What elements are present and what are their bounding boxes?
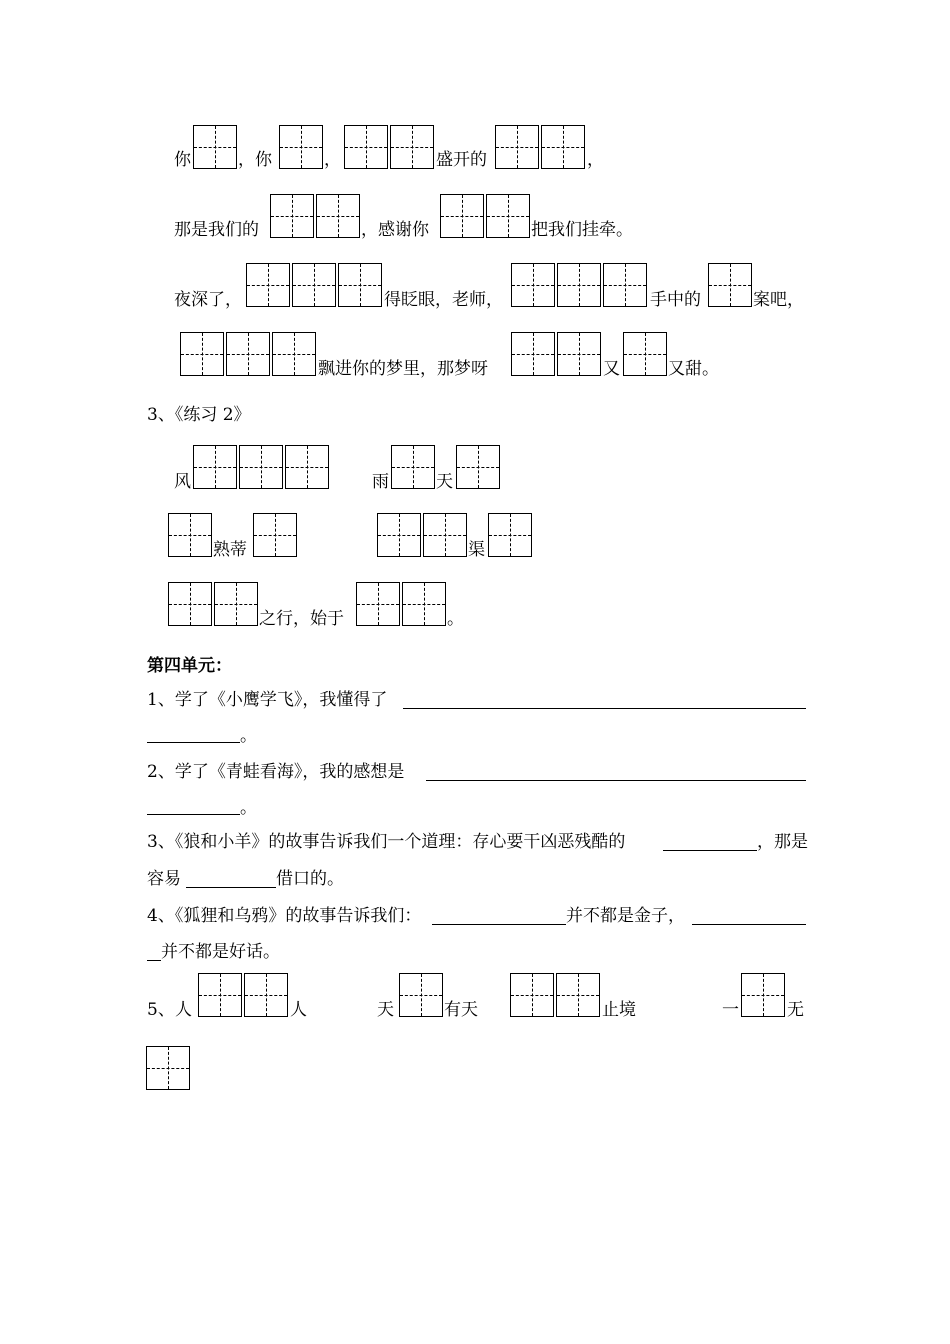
text: ， [587, 150, 604, 170]
text: 熟蒂 [213, 540, 247, 560]
answer-boxes[interactable] [440, 194, 532, 238]
answer-boxes[interactable] [279, 125, 325, 169]
writing-box[interactable] [399, 973, 443, 1017]
writing-box[interactable] [391, 445, 435, 489]
writing-box[interactable] [377, 513, 421, 557]
writing-box[interactable] [316, 194, 360, 238]
text: 。 [240, 798, 257, 818]
writing-box[interactable] [511, 332, 555, 376]
writing-box[interactable] [239, 445, 283, 489]
answer-boxes[interactable] [511, 263, 649, 307]
answer-boxes[interactable] [399, 973, 445, 1017]
answer-boxes[interactable] [193, 445, 331, 489]
answer-boxes[interactable] [146, 1046, 192, 1090]
text: 又 [603, 359, 620, 379]
text: 盛开的 [436, 150, 487, 170]
answer-boxes[interactable] [246, 263, 384, 307]
question-number: 5、 [147, 1000, 175, 1020]
text: 并不都是金子， [566, 906, 685, 926]
writing-box[interactable] [253, 513, 297, 557]
text: 天 [377, 1000, 394, 1020]
answer-blank[interactable] [692, 924, 806, 925]
writing-box[interactable] [708, 263, 752, 307]
answer-blank[interactable] [403, 708, 806, 709]
answer-boxes[interactable] [193, 125, 239, 169]
text: 把我们挂牵。 [531, 220, 633, 240]
writing-box[interactable] [741, 973, 785, 1017]
text: 又甜。 [668, 359, 719, 379]
writing-box[interactable] [214, 582, 258, 626]
answer-boxes[interactable] [180, 332, 318, 376]
text: 那是我们的 [174, 220, 259, 240]
writing-box[interactable] [511, 263, 555, 307]
text: 天 [436, 472, 453, 492]
text: 之行，始于 [259, 609, 344, 629]
writing-box[interactable] [198, 973, 242, 1017]
text: 人 [290, 1000, 307, 1020]
writing-box[interactable] [270, 194, 314, 238]
writing-box[interactable] [226, 332, 270, 376]
question-text: 3、《狼和小羊》的故事告诉我们一个道理：存心要干凶恶残酷的 [147, 832, 626, 852]
writing-box[interactable] [338, 263, 382, 307]
writing-box[interactable] [244, 973, 288, 1017]
writing-box[interactable] [168, 513, 212, 557]
text: 你 [174, 150, 191, 170]
text: 风 [174, 472, 191, 492]
text: 飘进你的梦里，那梦呀 [318, 359, 488, 379]
answer-boxes[interactable] [456, 445, 502, 489]
answer-boxes[interactable] [356, 582, 448, 626]
text: 并不都是好话。 [161, 942, 280, 962]
answer-boxes[interactable] [198, 973, 290, 1017]
answer-blank[interactable] [432, 924, 566, 925]
answer-blank[interactable] [147, 960, 161, 961]
writing-box[interactable] [292, 263, 336, 307]
text: 借口的。 [276, 869, 344, 889]
writing-box[interactable] [168, 582, 212, 626]
section-heading: 3、《练习 2》 [147, 405, 251, 425]
answer-boxes[interactable] [168, 513, 214, 557]
text: 人 [175, 1000, 192, 1020]
text: 案吧， [753, 290, 804, 310]
writing-box[interactable] [272, 332, 316, 376]
text: 一 [722, 1000, 739, 1020]
answer-boxes[interactable] [344, 125, 436, 169]
text: 止境 [602, 1000, 636, 1020]
writing-box[interactable] [390, 125, 434, 169]
writing-box[interactable] [180, 332, 224, 376]
answer-boxes[interactable] [495, 125, 587, 169]
writing-box[interactable] [423, 513, 467, 557]
writing-box[interactable] [285, 445, 329, 489]
text: 有天 [444, 1000, 478, 1020]
answer-boxes[interactable] [510, 973, 602, 1017]
text: 渠 [468, 540, 485, 560]
text: ，那是 [757, 832, 808, 852]
text: ，你 [238, 150, 272, 170]
text: ， [324, 150, 341, 170]
writing-box[interactable] [344, 125, 388, 169]
answer-boxes[interactable] [168, 582, 260, 626]
answer-boxes[interactable] [253, 513, 299, 557]
writing-box[interactable] [488, 513, 532, 557]
writing-box[interactable] [356, 582, 400, 626]
answer-boxes[interactable] [511, 332, 603, 376]
question-text: 2、学了《青蛙看海》，我的感想是 [147, 762, 405, 782]
answer-blank[interactable] [426, 780, 806, 781]
text: 手中的 [650, 290, 701, 310]
writing-box[interactable] [495, 125, 539, 169]
answer-boxes[interactable] [708, 263, 754, 307]
writing-box[interactable] [556, 973, 600, 1017]
writing-box[interactable] [623, 332, 667, 376]
question-text: 4、《狐狸和乌鸦》的故事告诉我们： [147, 906, 422, 926]
text: 雨 [372, 472, 389, 492]
writing-box[interactable] [557, 263, 601, 307]
answer-boxes[interactable] [488, 513, 534, 557]
answer-boxes[interactable] [623, 332, 669, 376]
section-heading: 第四单元： [147, 656, 232, 676]
writing-box[interactable] [246, 263, 290, 307]
writing-box[interactable] [557, 332, 601, 376]
answer-blank[interactable] [147, 814, 240, 815]
text: ，感谢你 [361, 220, 429, 240]
writing-box[interactable] [541, 125, 585, 169]
writing-box[interactable] [146, 1046, 190, 1090]
answer-blank[interactable] [186, 887, 276, 888]
answer-boxes[interactable] [377, 513, 469, 557]
text: 。 [240, 726, 257, 746]
text: 无 [787, 1000, 804, 1020]
writing-box[interactable] [402, 582, 446, 626]
writing-box[interactable] [279, 125, 323, 169]
answer-boxes[interactable] [270, 194, 362, 238]
writing-box[interactable] [440, 194, 484, 238]
writing-box[interactable] [603, 263, 647, 307]
text: 容易 [147, 869, 181, 889]
answer-boxes[interactable] [741, 973, 787, 1017]
text: 得眨眼，老师， [384, 290, 503, 310]
answer-blank[interactable] [147, 742, 240, 743]
question-text: 1、学了《小鹰学飞》，我懂得了 [147, 690, 388, 710]
writing-box[interactable] [510, 973, 554, 1017]
writing-box[interactable] [193, 445, 237, 489]
text: 。 [447, 609, 464, 629]
writing-box[interactable] [193, 125, 237, 169]
writing-box[interactable] [486, 194, 530, 238]
writing-box[interactable] [456, 445, 500, 489]
text: 夜深了， [174, 290, 242, 310]
answer-blank[interactable] [663, 850, 757, 851]
answer-boxes[interactable] [391, 445, 437, 489]
